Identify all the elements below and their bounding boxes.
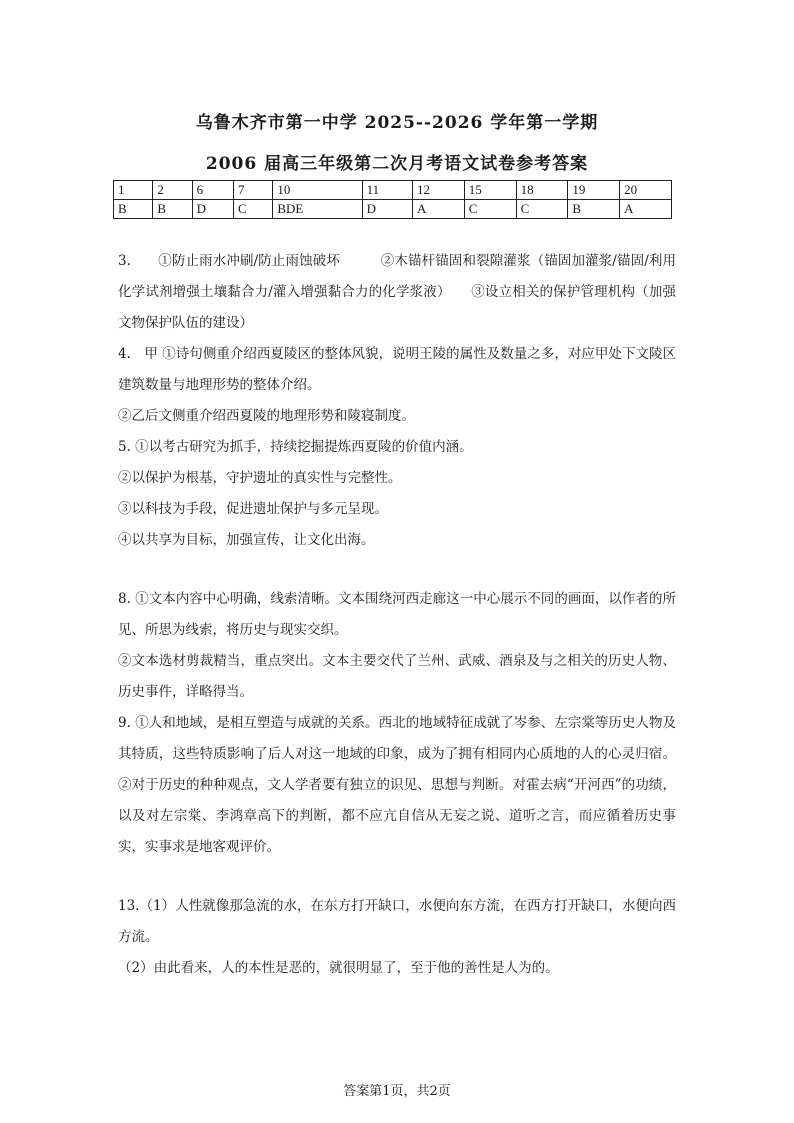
spacer	[118, 863, 676, 891]
answer-q9: 9. ①人和地域，是相互塑造与成就的关系。西北的地域特征成就了岑参、左宗棠等历史人物及其特质，这些特质影响了后人对这一地域的印象，成为了拥有相同内心质地的人的心灵归宿。②对于历史的种种观点，文人学者要有独立的识见、思想与判断。对霍去病“开河西”的功绩，以及对左宗棠、李鸿章高下的判断，都不应亢自信从无妄之说、道听之言，而应循着历史事实，实事求是地客观评价。	[118, 715, 676, 855]
table-cell: A	[620, 200, 672, 219]
table-cell: 15	[464, 181, 516, 200]
table-cell: 18	[516, 181, 568, 200]
table-cell: D	[362, 200, 412, 219]
table-cell: A	[413, 200, 465, 219]
table-cell: BDE	[273, 200, 362, 219]
table-cell: D	[192, 200, 233, 219]
table-cell: C	[516, 200, 568, 219]
answer-row	[114, 200, 672, 219]
answer-q5-point2: ②以保护为根基，守护遗址的真实性与完整性。	[118, 470, 402, 486]
document-title: 乌鲁木齐市第一中学 2025--2026 学年第一学期	[195, 113, 599, 133]
table-cell: 10	[273, 181, 362, 200]
table-cell: B	[153, 200, 192, 219]
answer-q8-part1: 8. ①文本内容中心明确，线索清晰。文本围绕河西走廊这一中心展示不同的画面，以作者的所见、所思为线索，将历史与现实交织。	[118, 591, 676, 638]
table-cell: 6	[192, 181, 233, 200]
answer-q5-point4: ④以共享为目标，加强宣传，让文化出海。	[118, 532, 375, 548]
answer-q8-part2: ②文本选材剪裁精当，重点突出。文本主要交代了兰州、武威、酒泉及与之相关的历史人物、历史事件，详略得当。	[118, 653, 676, 700]
answer-q13-part1: 13.（1）人性就像那急流的水，在东方打开缺口，水便向东方流，在西方打开缺口，水便向西方流。	[118, 898, 676, 945]
table-cell: 11	[362, 181, 412, 200]
table-cell: C	[464, 200, 516, 219]
answer-q5-point3: ③以科技为手段，促进遗址保护与多元呈现。	[118, 501, 388, 517]
answer-table	[113, 180, 672, 219]
spacer	[118, 556, 676, 584]
table-cell: 19	[568, 181, 620, 200]
table-cell: B	[568, 200, 620, 219]
answer-q4-part1: 4. 甲 ①诗句侧重介绍西夏陵区的整体风貌，说明王陵的属性及数量之多，对应甲处下文陵区建筑数量与地理形势的整体介绍。	[118, 346, 676, 393]
table-cell: 12	[413, 181, 465, 200]
answer-q4-part2: ②乙后文侧重介绍西夏陵的地理形势和陵寝制度。	[118, 408, 415, 424]
answer-q5-point1: 5. ①以考古研究为抓手，持续挖掘提炼西夏陵的价值内涵。	[118, 439, 473, 455]
page-footer: 答案第1页，共2页	[343, 1084, 451, 1099]
table-cell: 20	[620, 181, 672, 200]
answer-q3: 3. ①防止雨水冲刷/防止雨蚀破坏 ②木锚杆锚固和裂隙灌浆（锚固加灌浆/锚固/利用化学试剂增强土壤黏合力/灌入增强黏合力的化学浆液） ③设立相关的保护管理机构（加强文物保护队伍的建设）	[118, 253, 676, 331]
answer-q13-part2: （2）由此看来，人的本性是恶的，就很明显了，至于他的善性是人为的。	[118, 960, 559, 976]
question-number-row	[114, 181, 672, 200]
table-cell: B	[114, 200, 153, 219]
answer-body	[118, 246, 676, 984]
document-subtitle: 2006 届高三年级第二次月考语文试卷参考答案	[205, 154, 589, 174]
table-cell: 2	[153, 181, 192, 200]
table-cell: C	[234, 200, 273, 219]
table-cell: 7	[234, 181, 273, 200]
table-cell: 1	[114, 181, 153, 200]
